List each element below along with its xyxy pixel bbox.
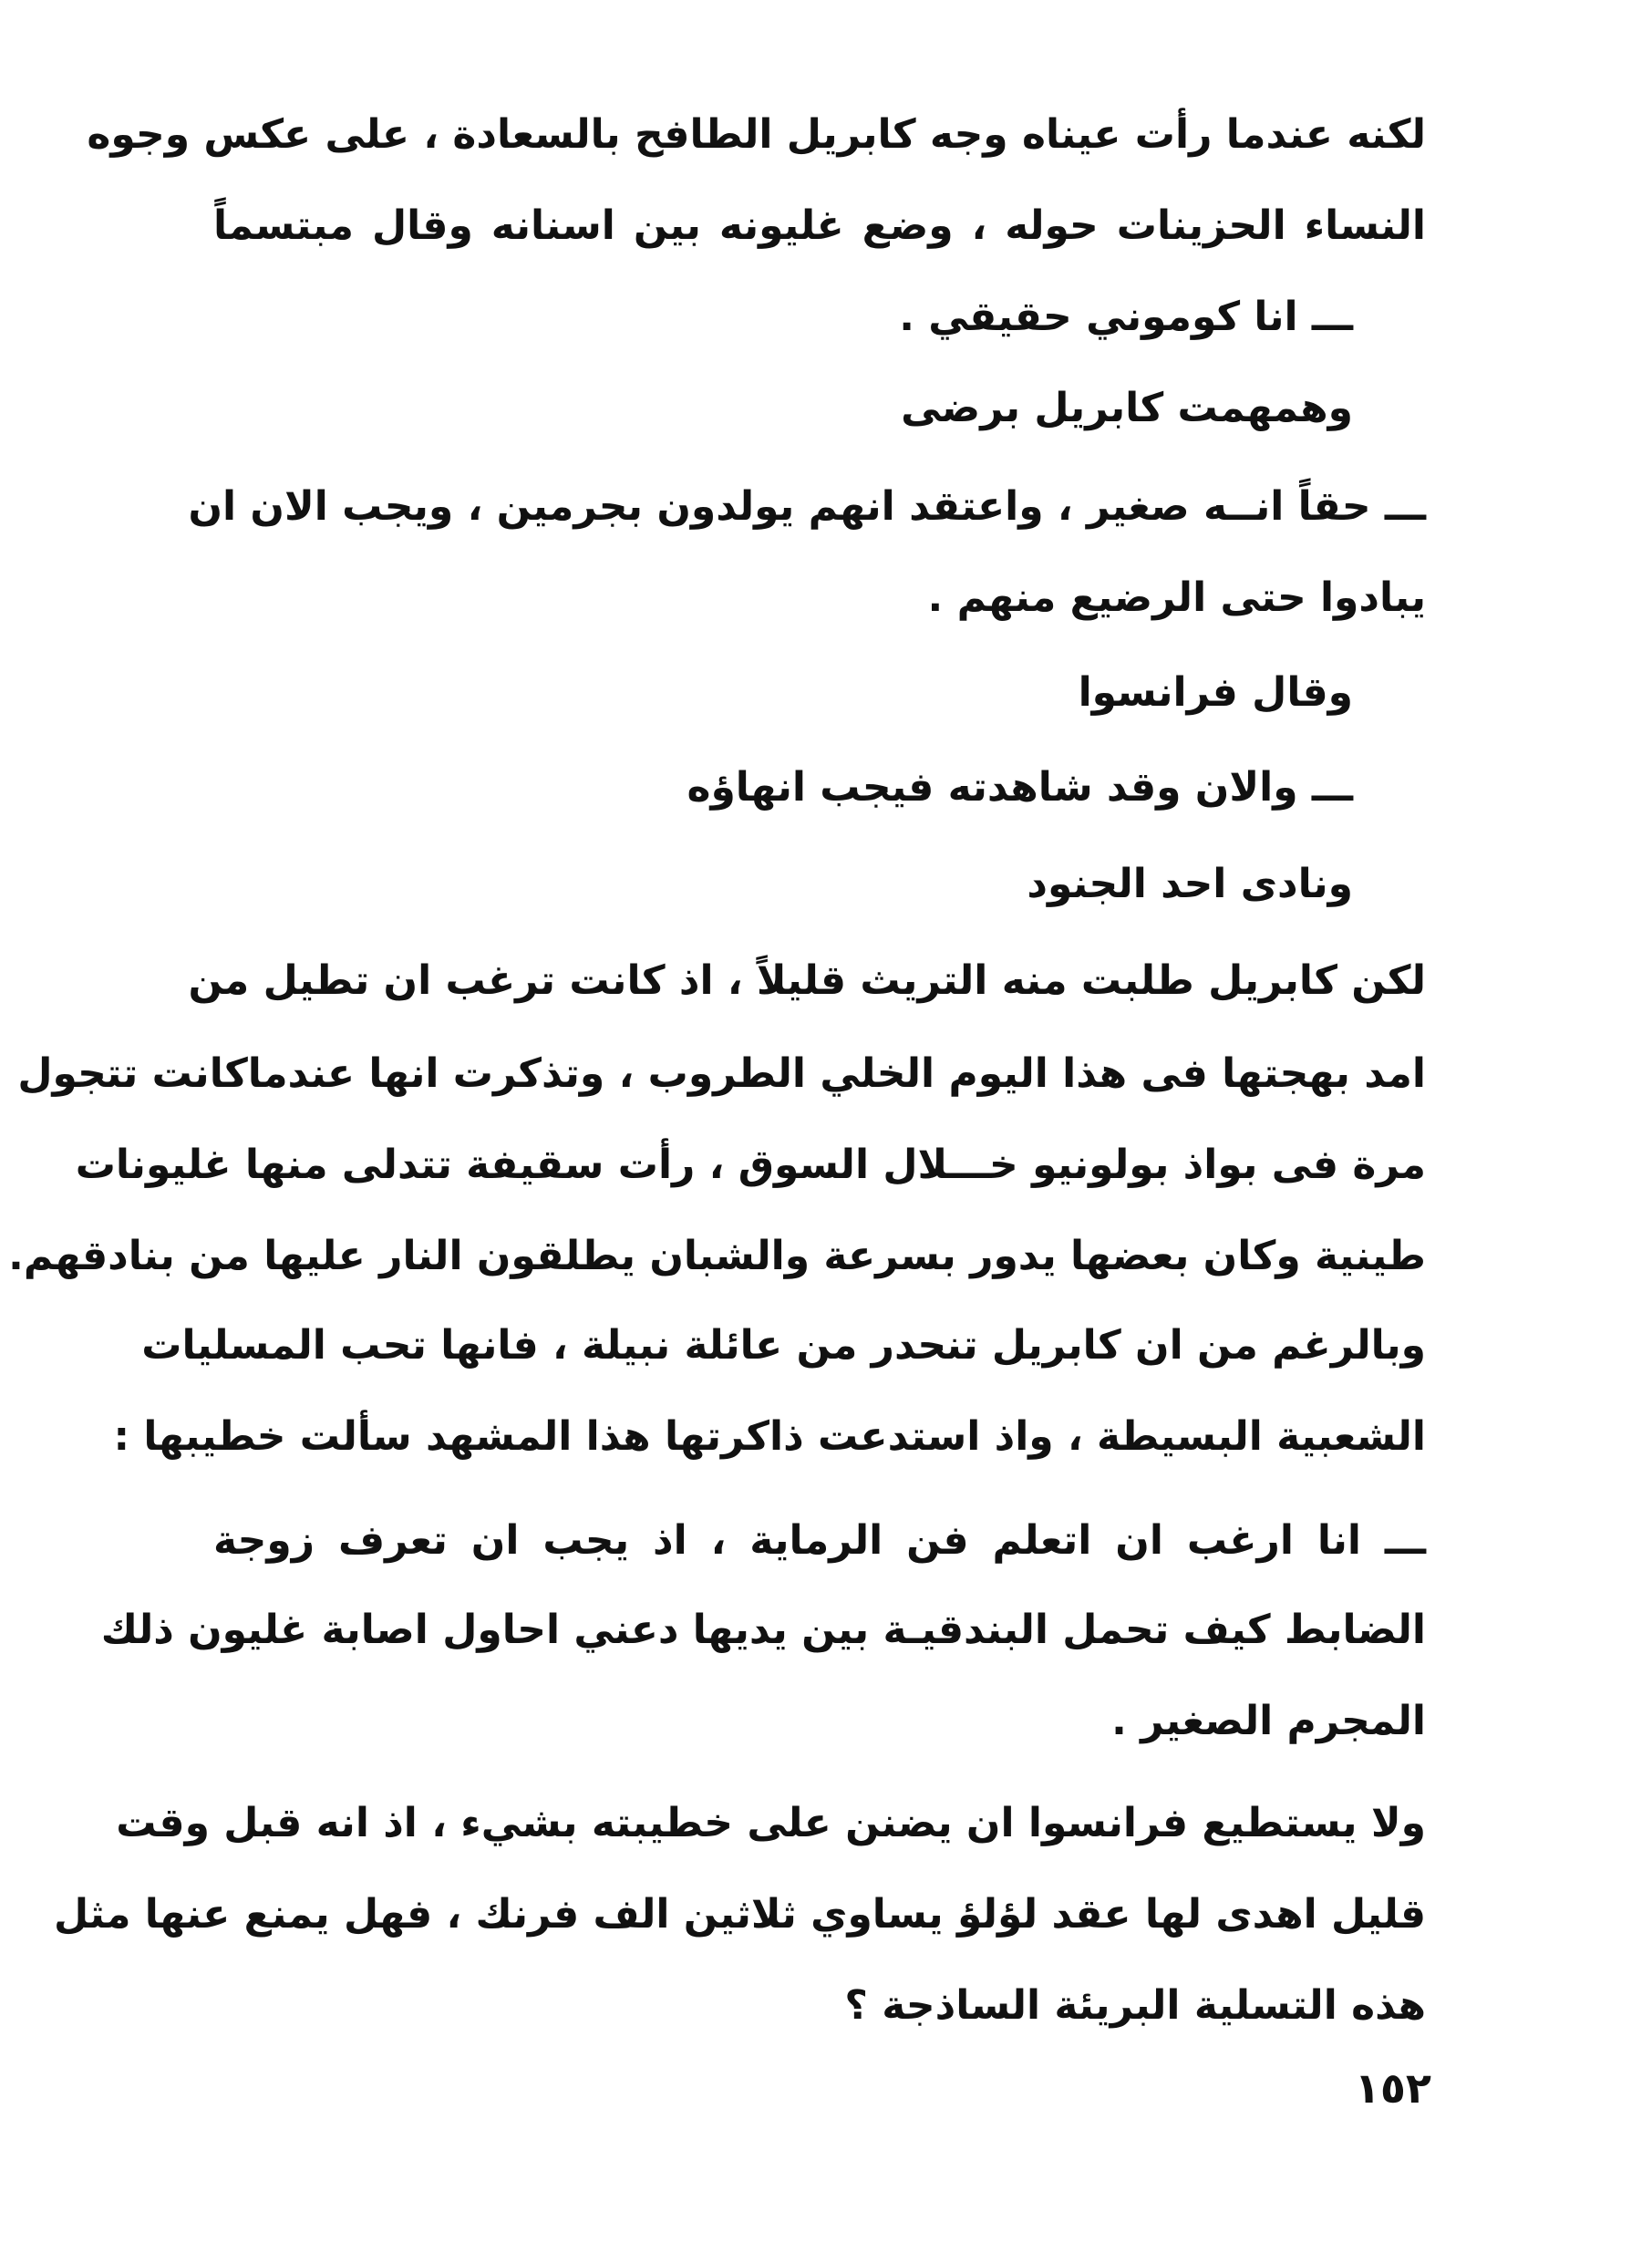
text-line: امد بهجتها فى هذا اليوم الخلي الطروب ، وتذكرت انها عندماكانت تتجول [17,1050,1426,1097]
dialogue-line: ـــ والان وقد شاهدته فيجب انهاؤه [687,764,1353,811]
text-line: ونادى احد الجنود [1027,861,1353,907]
text-line: النساء الحزينات حوله ، وضع غليونه بين اسنانه وقال مبتسماً [213,202,1426,249]
dialogue-line: ـــ انا ارغب ان اتعلم فن الرماية ، اذ يجب ان تعرف زوجة [213,1517,1426,1564]
text-line: يبادوا حتى الرضيع منهم . [927,574,1426,621]
dialogue-line: ـــ حقاً انــه صغير ، واعتقد انهم يولدون بجرمين ، ويجب الان ان [188,483,1426,530]
text-line: مرة فى بواذ بولونيو خـــلال السوق ، رأت سقيفة تتدلى منها غليونات [75,1142,1426,1188]
dialogue-line: ـــ انا كوموني حقيقي . [899,294,1353,340]
text-line: الشعبية البسيطة ، واذ استدعت ذاكرتها هذا المشهد سألت خطيبها : [113,1413,1426,1460]
text-line: وهمهمت كابريل برضى [901,385,1353,431]
text-line: لكنه عندما رأت عيناه وجه كابريل الطافح بالسعادة ، على عكس وجوه [87,111,1426,158]
page-number: ١٥٢ [1354,2063,1431,2113]
text-line: وبالرغم من ان كابريل تنحدر من عائلة نبيلة ، فانها تحب المسليات [141,1322,1426,1369]
text-line: الضابط كيف تحمل البندقيـة بين يديها دعني احاول اصابة غليون ذلك [100,1607,1426,1653]
text-line: ولا يستطيع فرانسوا ان يضنن على خطيبته بشيء ، اذ انه قبل وقت [116,1800,1426,1846]
text-line: هذه التسلية البريئة الساذجة ؟ [844,1982,1426,2029]
text-line: طينية وكان بعضها يدور بسرعة والشبان يطلقون النار عليها من بنادقهم. [8,1233,1426,1279]
text-line: قليل اهدى لها عقد لؤلؤ يساوي ثلاثين الف فرنك ، فهل يمنع عنها مثل [53,1891,1426,1938]
text-line: المجرم الصغير . [1111,1698,1426,1744]
text-line: وقال فرانسوا [1078,669,1353,716]
text-line: لكن كابريل طلبت منه التريث قليلاً ، اذ كانت ترغب ان تطيل من [188,957,1426,1004]
